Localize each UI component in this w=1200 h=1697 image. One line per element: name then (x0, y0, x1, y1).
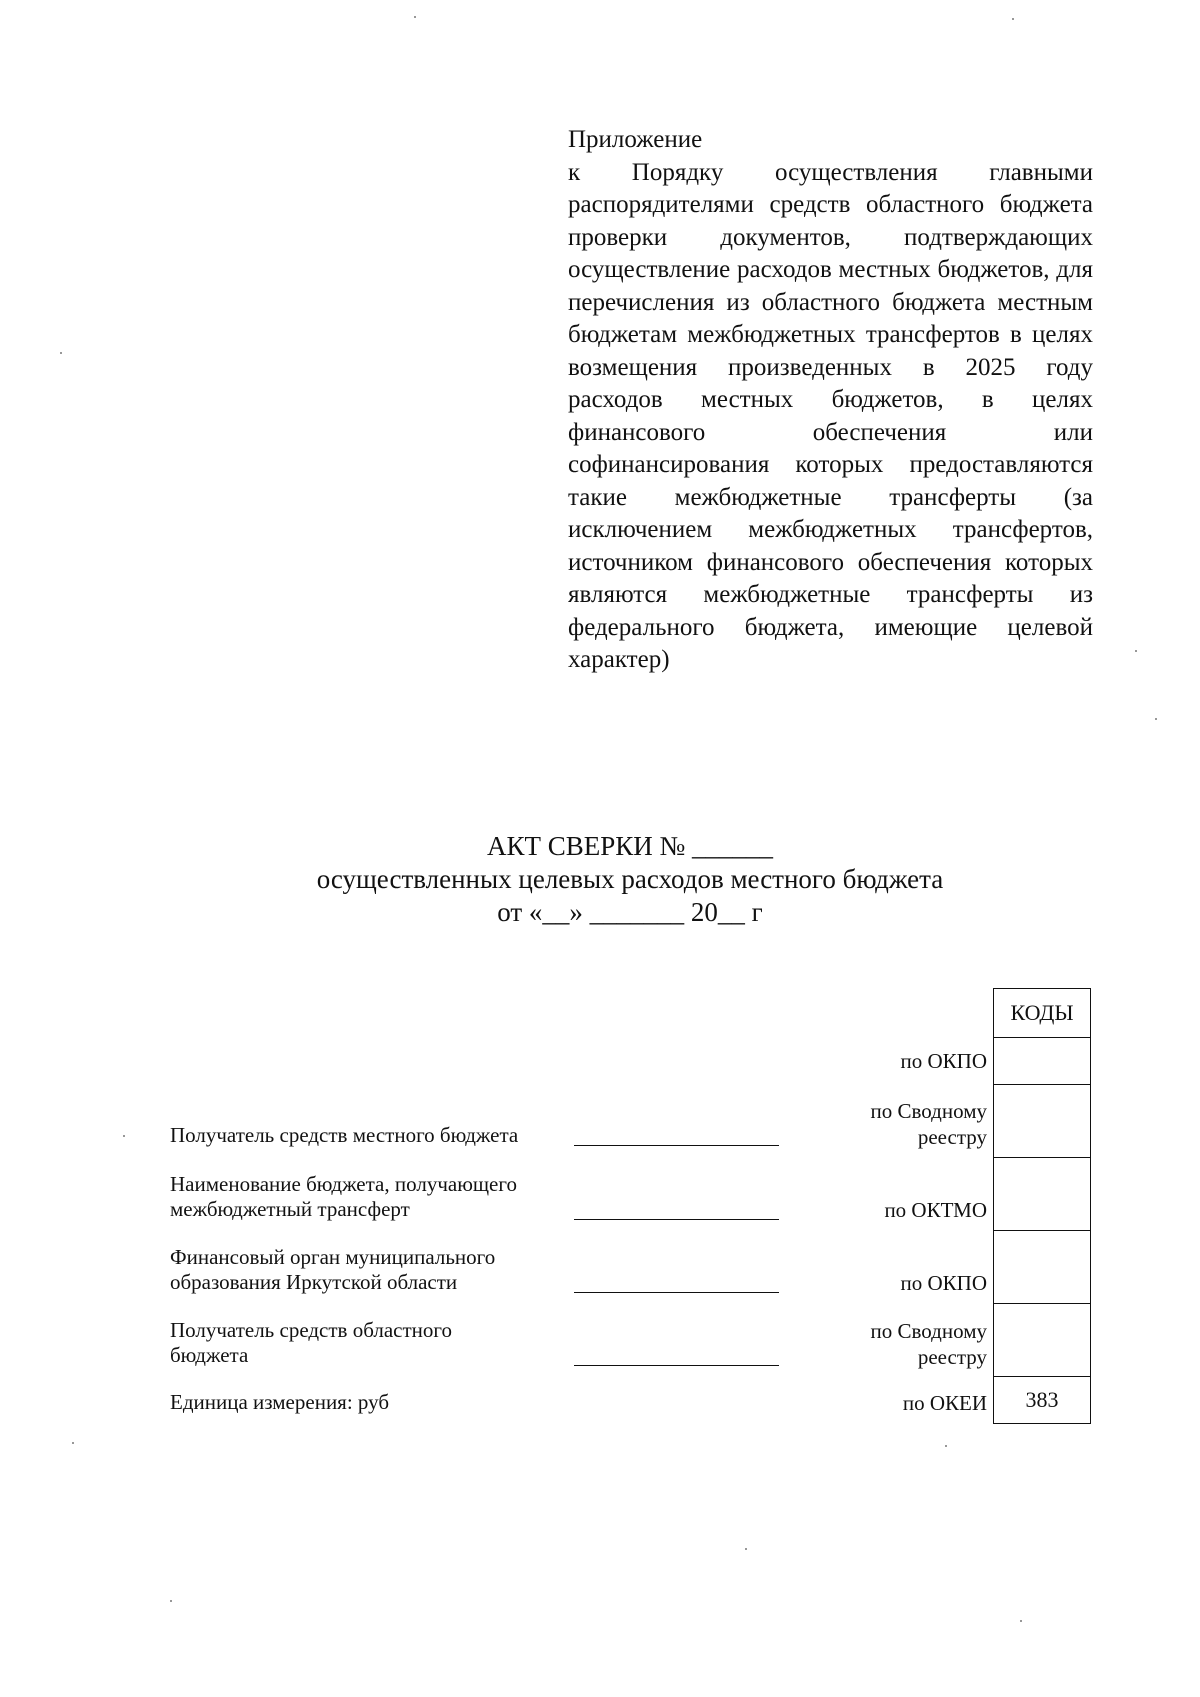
scan-speck (745, 1548, 747, 1550)
codes-header: КОДЫ (994, 989, 1090, 1038)
code-cell-oktmo (994, 1158, 1090, 1231)
scan-speck (1020, 1620, 1022, 1622)
code-cell-registry-2 (994, 1304, 1090, 1377)
scan-speck (414, 16, 416, 18)
code-cell-registry-1 (994, 1085, 1090, 1158)
field-label-regional-recipient: Получатель средств областного бюджета (170, 1318, 453, 1367)
act-subtitle: осуществленных целевых расходов местного бюджета (316, 864, 944, 894)
field-line-budget-name (574, 1219, 779, 1220)
scan-speck (72, 1442, 74, 1444)
act-title-block (180, 830, 1080, 929)
unit-label: Единица измерения: руб (170, 1390, 390, 1414)
code-cell-okpo-2 (994, 1231, 1090, 1304)
appendix-title: Приложение (568, 126, 703, 153)
code-label-okpo-2: по ОКПО (900, 1271, 987, 1295)
code-label-okpo-1: по ОКПО (900, 1049, 987, 1073)
field-line-regional-recipient (574, 1365, 779, 1366)
field-label-local-recipient: Получатель средств местного бюджета (170, 1123, 519, 1147)
field-label-budget-name: Наименование бюджета, получающего межбюджетный трансферт (170, 1172, 517, 1221)
scan-speck (945, 1445, 947, 1447)
code-label-okei: по ОКЕИ (902, 1391, 987, 1415)
scan-speck (1012, 18, 1014, 20)
appendix-block (568, 124, 1093, 677)
field-line-local-recipient (574, 1145, 779, 1146)
scan-speck (170, 1600, 172, 1602)
field-line-financial-body (574, 1292, 779, 1293)
scan-speck (1135, 650, 1137, 652)
code-label-registry-2: по Сводному реестру (870, 1319, 987, 1369)
code-label-oktmo: по ОКТМО (884, 1198, 987, 1222)
appendix-body: к Порядку осуществления главными распорядителями средств областного бюджета проверки документов, подтверждающих осуществление расходов местных бюджетов, для перечисления из областного бюджета местным бюджетам межбюджетных трансфертов в целях возмещения произведенных в 2025 году расходов местных бюджетов, в целях финансового обеспечения или софинансирования которых предоставляются такие межбюджетные трансферты (за исключением межбюджетных трансфертов, источником финансового обеспечения которых являются межбюджетные трансферты из федерального бюджета, имеющие целевой характер) (568, 158, 1093, 673)
codes-table (993, 988, 1091, 1424)
scan-speck (123, 1135, 125, 1137)
scan-speck (60, 352, 62, 354)
act-date: от «__» _______ 20__ г (497, 897, 763, 927)
code-label-registry-1: по Сводному реестру (870, 1099, 987, 1149)
field-label-financial-body: Финансовый орган муниципального образования Иркутской области (170, 1245, 496, 1294)
code-cell-okpo-1 (994, 1038, 1090, 1085)
scan-speck (1155, 718, 1157, 720)
code-cell-okei: 383 (1025, 1387, 1059, 1412)
act-title: АКТ СВЕРКИ № ______ (486, 831, 774, 861)
